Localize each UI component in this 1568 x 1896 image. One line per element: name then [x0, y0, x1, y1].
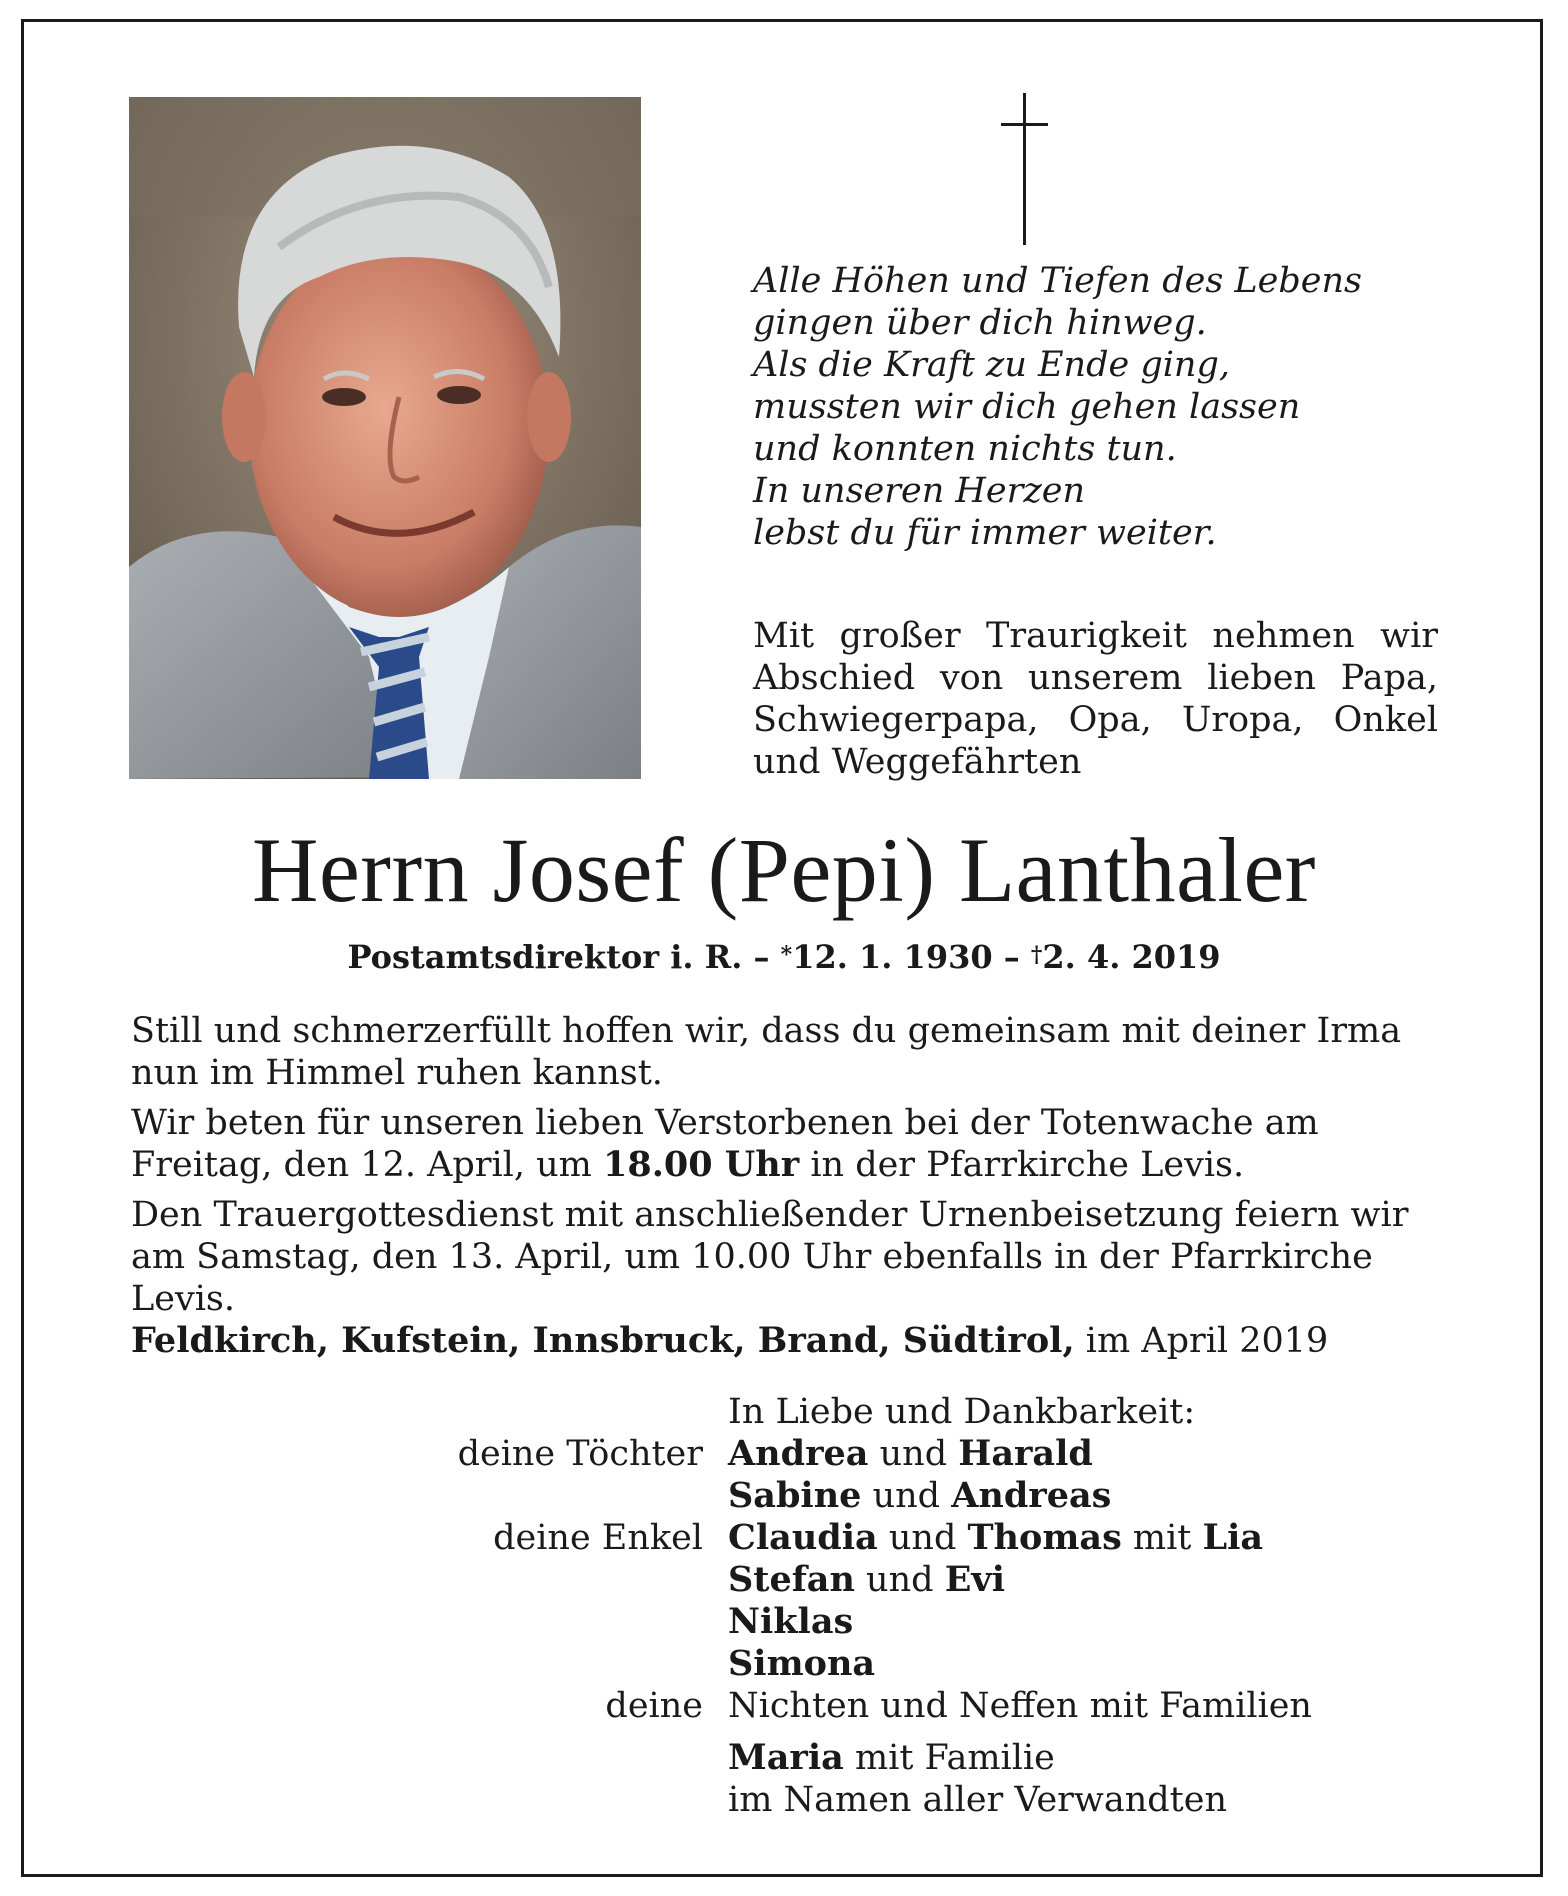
announcement-body — [131, 1010, 1441, 1328]
wake-time: 18.00 Uhr — [603, 1144, 800, 1185]
conjunction: und — [872, 1476, 941, 1516]
poem-line: lebst du für immer weiter. — [753, 513, 1217, 553]
relatives-line: im Namen aller Verwandten — [728, 1780, 1227, 1820]
birth-date: 12. 1. 1930 — [792, 938, 993, 976]
places: Feldkirch, Kufstein, Innsbruck, Brand, Südtirol, — [131, 1320, 1075, 1361]
list-item — [0, 1779, 1568, 1821]
person-name: Niklas — [728, 1601, 854, 1642]
list-item — [0, 1737, 1568, 1779]
conjunction: mit — [1132, 1518, 1192, 1558]
list-item — [0, 1559, 1568, 1601]
list-item — [0, 1391, 1568, 1433]
profession: Postamtsdirektor i. R. — [347, 938, 743, 976]
deceased-name: Herrn Josef (Pepi) Lanthaler — [252, 819, 1316, 921]
death-symbol: † — [1030, 942, 1043, 968]
paragraph-2 — [131, 1102, 1441, 1186]
list-item — [0, 1643, 1568, 1685]
person-name: Sabine — [728, 1475, 862, 1516]
title-line — [0, 936, 1568, 978]
person-name: Stefan — [728, 1559, 855, 1600]
nieces-nephews: Nichten und Neffen mit Familien — [728, 1686, 1312, 1726]
death-date: 2. 4. 2019 — [1042, 938, 1221, 976]
label-daughters: deine Töchter — [457, 1434, 703, 1474]
person-name: Harald — [958, 1433, 1093, 1474]
list-item — [0, 1517, 1568, 1559]
poem-line: gingen über dich hinweg. — [753, 303, 1207, 343]
person-name: Evi — [944, 1559, 1005, 1600]
conjunction: und — [879, 1434, 948, 1474]
poem-line: mussten wir dich gehen lassen — [753, 387, 1301, 427]
list-item — [0, 1601, 1568, 1643]
intro-text: Mit großer Traurigkeit nehmen wir Abschied von unserem lieben Papa, Schwiegerpapa, Opa, Uropa, Onkel und Weggefährten — [753, 616, 1438, 782]
list-item — [0, 1475, 1568, 1517]
survivors-list — [0, 1391, 1568, 1821]
dash: – — [1003, 938, 1020, 976]
list-item — [0, 1685, 1568, 1727]
poem-line: In unseren Herzen — [753, 471, 1086, 511]
person-name: Andrea — [728, 1433, 869, 1474]
poem-line: Als die Kraft zu Ende ging, — [753, 345, 1230, 385]
person-name: Simona — [728, 1643, 876, 1684]
date-place: im April 2019 — [1074, 1321, 1329, 1361]
paragraph-2-text: Wir beten für unseren lieben Verstorbenen bei der Totenwache am Freitag, den 12. April, um — [131, 1103, 1319, 1185]
dash: – — [753, 938, 770, 976]
places-line — [131, 1320, 1328, 1362]
paragraph-3: Den Trauergottesdienst mit anschließender Urnenbeisetzung feiern wir am Samstag, den 13. April, um 10.00 Uhr ebenfalls in der Pfarrkirche Levis. — [131, 1195, 1409, 1319]
label-grandchildren: deine Enkel — [493, 1518, 703, 1558]
poem-line: Alle Höhen und Tiefen des Lebens — [753, 261, 1362, 301]
person-name: Thomas — [967, 1517, 1122, 1558]
conjunction: und — [866, 1560, 934, 1600]
list-item — [0, 1433, 1568, 1475]
conjunction: und — [888, 1518, 957, 1558]
person-name: Maria — [728, 1737, 844, 1778]
paragraph-2-text-end: in der Pfarrkirche Levis. — [799, 1145, 1245, 1185]
birth-symbol: * — [780, 942, 793, 968]
label-deine: deine — [605, 1686, 703, 1726]
person-name: Andreas — [951, 1475, 1112, 1516]
person-name: Claudia — [728, 1517, 878, 1558]
survivors-heading: In Liebe und Dankbarkeit: — [728, 1392, 1196, 1432]
portrait-photo — [129, 97, 641, 779]
paragraph-1: Still und schmerzerfüllt hoffen wir, dass du gemeinsam mit deiner Irma nun im Himmel ruhen kannst. — [131, 1011, 1402, 1093]
with-family: mit Familie — [854, 1738, 1055, 1778]
person-name: Lia — [1202, 1517, 1264, 1558]
poem-line: und konnten nichts tun. — [753, 429, 1177, 469]
poem — [753, 260, 1453, 554]
cross-icon — [995, 93, 1055, 249]
